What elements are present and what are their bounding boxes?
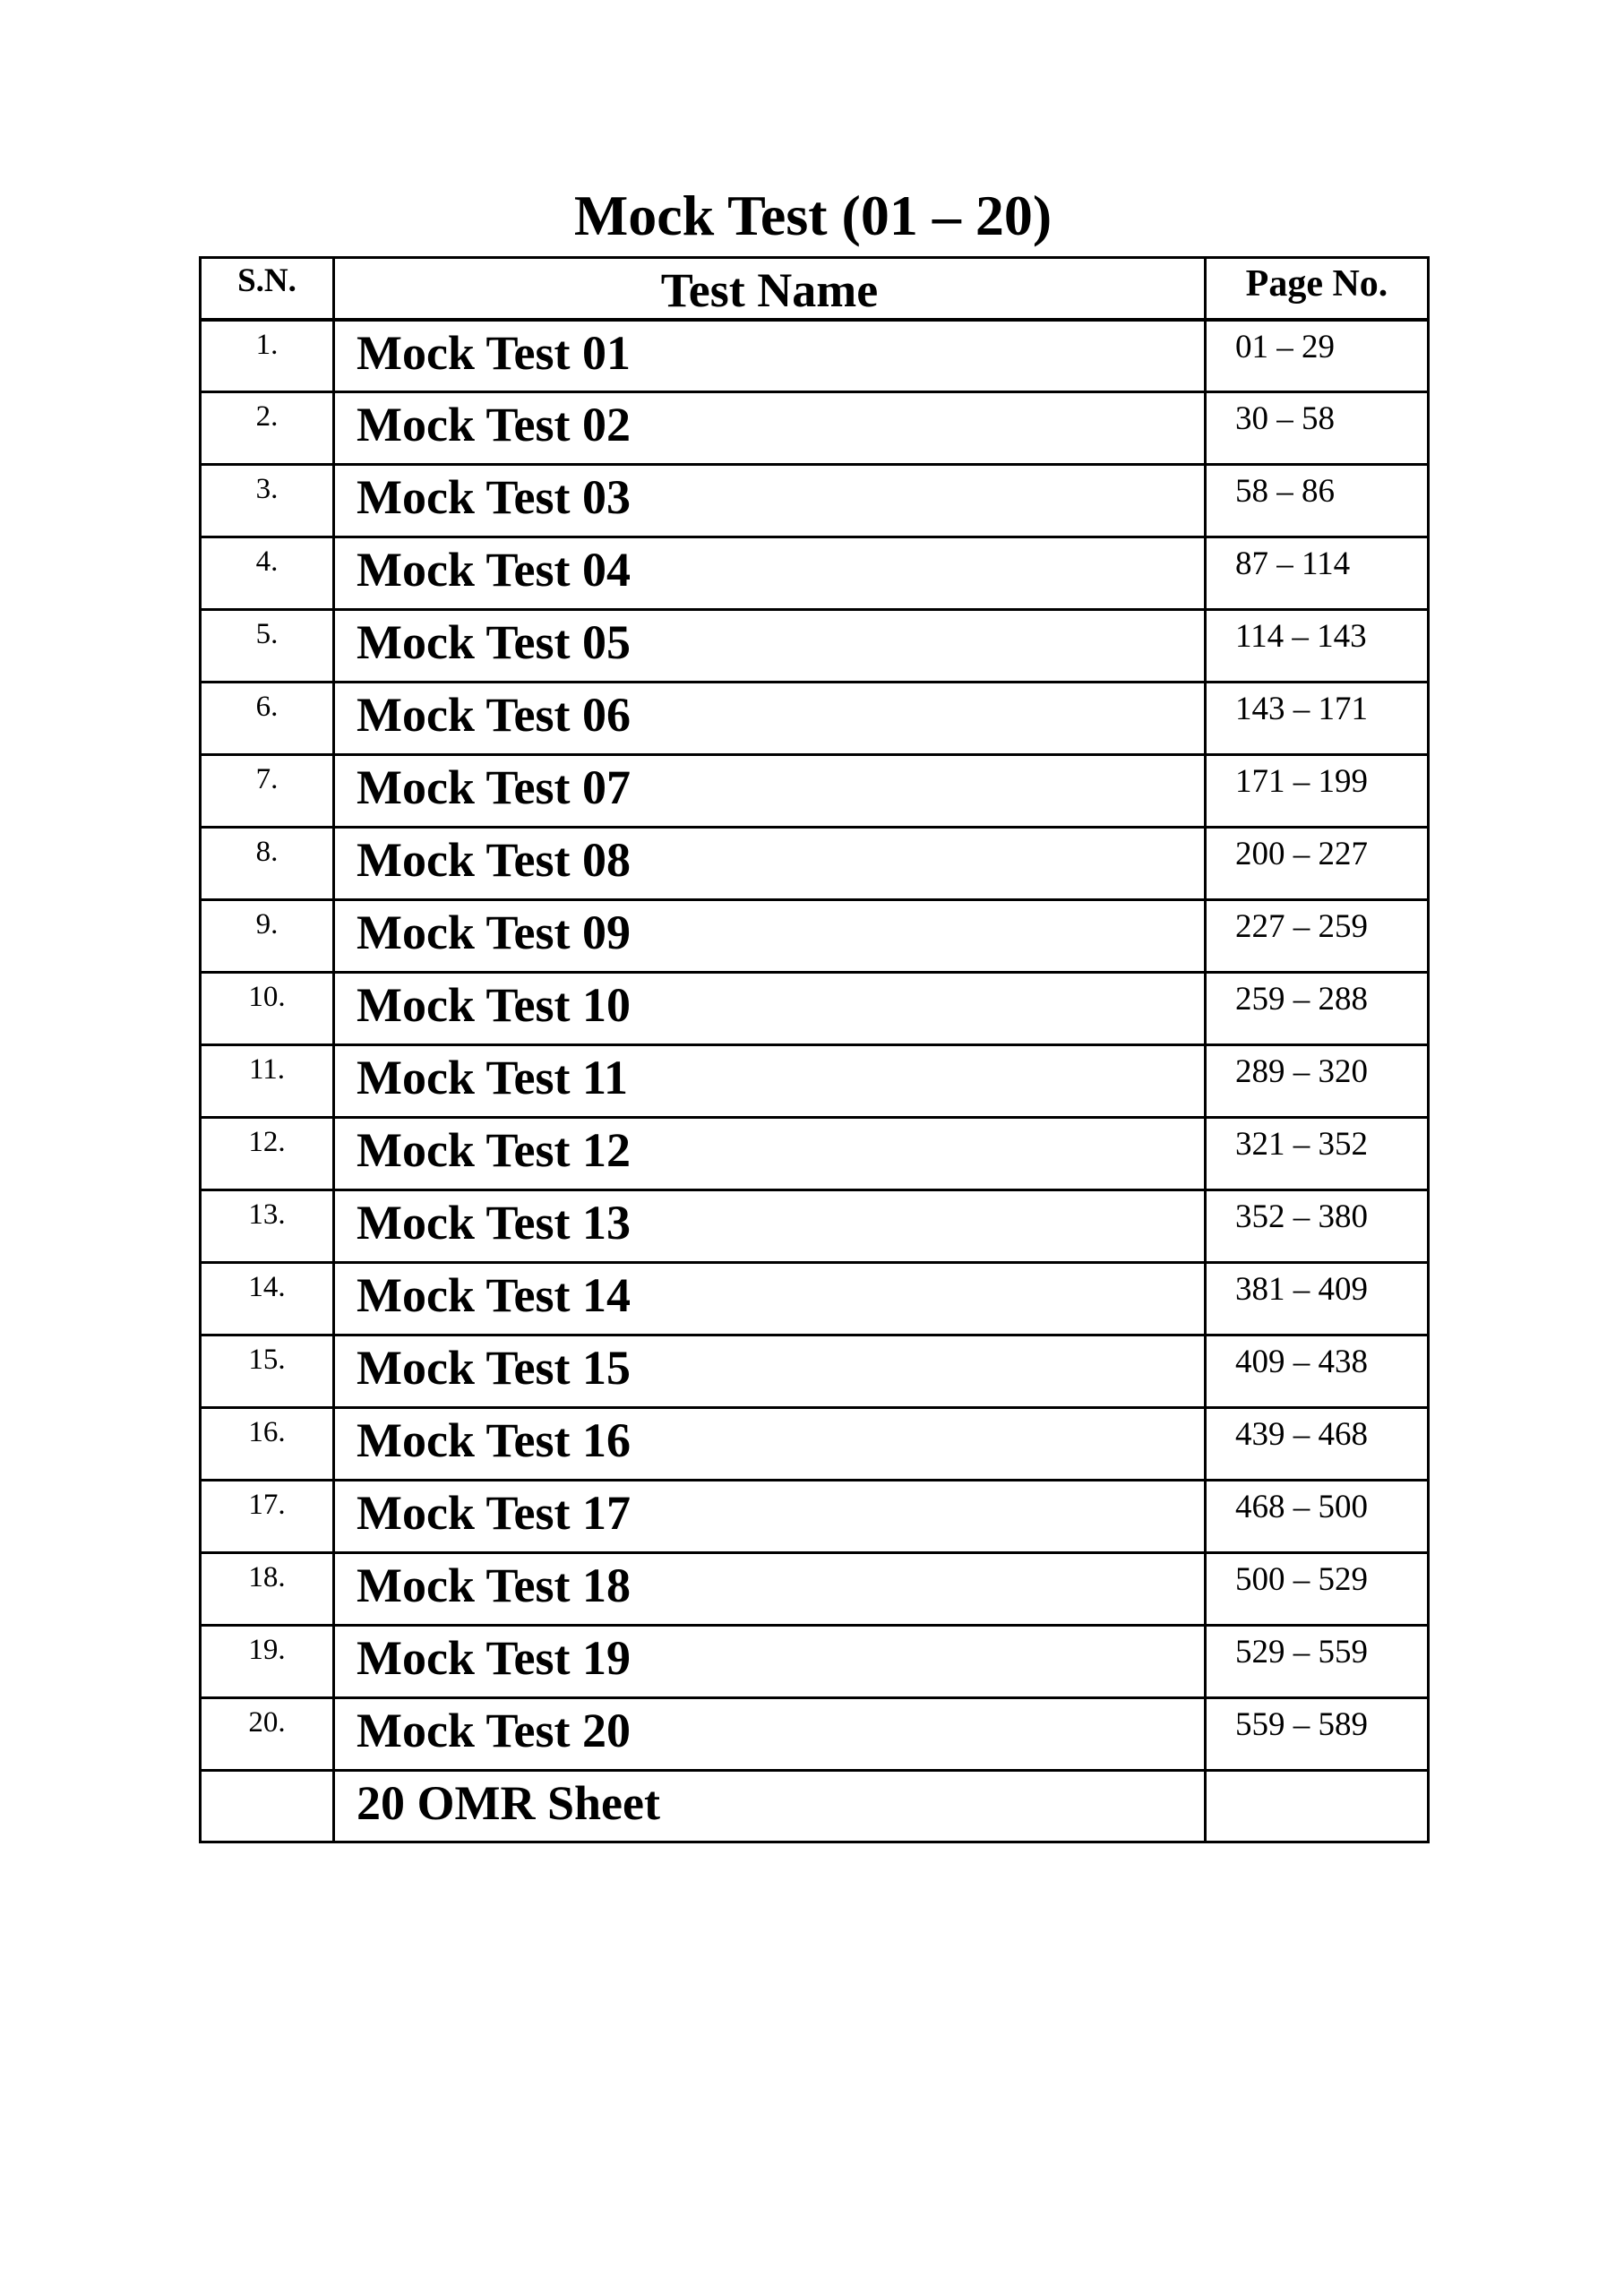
row-test-name: Mock Test 10	[334, 973, 1206, 1045]
row-test-name: Mock Test 11	[334, 1045, 1206, 1118]
row-serial-number: 8.	[201, 828, 334, 900]
table-row	[201, 1190, 1429, 1263]
table-row	[201, 610, 1429, 683]
table-body	[201, 320, 1429, 1842]
column-header-serial-number: S.N.	[201, 257, 334, 320]
row-serial-number: 17.	[201, 1481, 334, 1553]
row-page-range: 381 – 409	[1206, 1263, 1429, 1335]
row-serial-number: 18.	[201, 1553, 334, 1626]
row-page-range: 114 – 143	[1206, 610, 1429, 683]
row-page-range: 352 – 380	[1206, 1190, 1429, 1263]
row-serial-number: 16.	[201, 1408, 334, 1481]
row-page-range: 200 – 227	[1206, 828, 1429, 900]
table-row	[201, 973, 1429, 1045]
table-row	[201, 1045, 1429, 1118]
column-header-page-no: Page No.	[1206, 257, 1429, 320]
row-page-range: 259 – 288	[1206, 973, 1429, 1045]
table-row	[201, 1263, 1429, 1335]
column-header-test-name: Test Name	[334, 257, 1206, 320]
row-page-range: 500 – 529	[1206, 1553, 1429, 1626]
row-test-name: Mock Test 05	[334, 610, 1206, 683]
row-test-name: Mock Test 15	[334, 1335, 1206, 1408]
row-serial-number: 2.	[201, 392, 334, 465]
row-serial-number	[201, 1771, 334, 1842]
row-serial-number: 12.	[201, 1118, 334, 1190]
row-test-name: 20 OMR Sheet	[334, 1771, 1206, 1842]
row-test-name: Mock Test 01	[334, 320, 1206, 392]
row-serial-number: 11.	[201, 1045, 334, 1118]
row-test-name: Mock Test 07	[334, 755, 1206, 828]
row-page-range: 87 – 114	[1206, 537, 1429, 610]
row-test-name: Mock Test 18	[334, 1553, 1206, 1626]
table-row	[201, 1335, 1429, 1408]
table-row	[201, 683, 1429, 755]
row-page-range: 409 – 438	[1206, 1335, 1429, 1408]
row-serial-number: 1.	[201, 320, 334, 392]
document-content	[199, 0, 1427, 1843]
row-page-range: 439 – 468	[1206, 1408, 1429, 1481]
row-serial-number: 9.	[201, 900, 334, 973]
table-row	[201, 1553, 1429, 1626]
row-test-name: Mock Test 08	[334, 828, 1206, 900]
row-test-name: Mock Test 12	[334, 1118, 1206, 1190]
row-test-name: Mock Test 20	[334, 1698, 1206, 1771]
row-test-name: Mock Test 13	[334, 1190, 1206, 1263]
table-row	[201, 900, 1429, 973]
row-test-name: Mock Test 16	[334, 1408, 1206, 1481]
table-row	[201, 1118, 1429, 1190]
row-page-range: 529 – 559	[1206, 1626, 1429, 1698]
row-page-range: 30 – 58	[1206, 392, 1429, 465]
row-page-range: 171 – 199	[1206, 755, 1429, 828]
row-serial-number: 13.	[201, 1190, 334, 1263]
row-serial-number: 6.	[201, 683, 334, 755]
row-page-range: 289 – 320	[1206, 1045, 1429, 1118]
table-row	[201, 828, 1429, 900]
table-row	[201, 1698, 1429, 1771]
table-row	[201, 1408, 1429, 1481]
row-page-range: 227 – 259	[1206, 900, 1429, 973]
row-serial-number: 20.	[201, 1698, 334, 1771]
table-row	[201, 1481, 1429, 1553]
row-page-range: 321 – 352	[1206, 1118, 1429, 1190]
row-page-range: 559 – 589	[1206, 1698, 1429, 1771]
row-test-name: Mock Test 03	[334, 465, 1206, 537]
row-test-name: Mock Test 19	[334, 1626, 1206, 1698]
row-test-name: Mock Test 04	[334, 537, 1206, 610]
row-page-range	[1206, 1771, 1429, 1842]
mock-test-index-table	[199, 256, 1430, 1844]
row-page-range: 58 – 86	[1206, 465, 1429, 537]
row-serial-number: 15.	[201, 1335, 334, 1408]
row-page-range: 143 – 171	[1206, 683, 1429, 755]
table-row	[201, 1771, 1429, 1842]
table-row	[201, 320, 1429, 392]
row-serial-number: 4.	[201, 537, 334, 610]
table-row	[201, 392, 1429, 465]
row-serial-number: 7.	[201, 755, 334, 828]
row-serial-number: 10.	[201, 973, 334, 1045]
table-row	[201, 755, 1429, 828]
row-test-name: Mock Test 06	[334, 683, 1206, 755]
table-row	[201, 465, 1429, 537]
row-test-name: Mock Test 17	[334, 1481, 1206, 1553]
row-test-name: Mock Test 02	[334, 392, 1206, 465]
row-page-range: 468 – 500	[1206, 1481, 1429, 1553]
table-row	[201, 1626, 1429, 1698]
row-serial-number: 5.	[201, 610, 334, 683]
row-page-range: 01 – 29	[1206, 320, 1429, 392]
table-header-row	[201, 257, 1429, 320]
row-test-name: Mock Test 09	[334, 900, 1206, 973]
row-serial-number: 14.	[201, 1263, 334, 1335]
row-serial-number: 19.	[201, 1626, 334, 1698]
row-test-name: Mock Test 14	[334, 1263, 1206, 1335]
table-row	[201, 537, 1429, 610]
row-serial-number: 3.	[201, 465, 334, 537]
page-title: Mock Test (01 – 20)	[573, 184, 1053, 247]
